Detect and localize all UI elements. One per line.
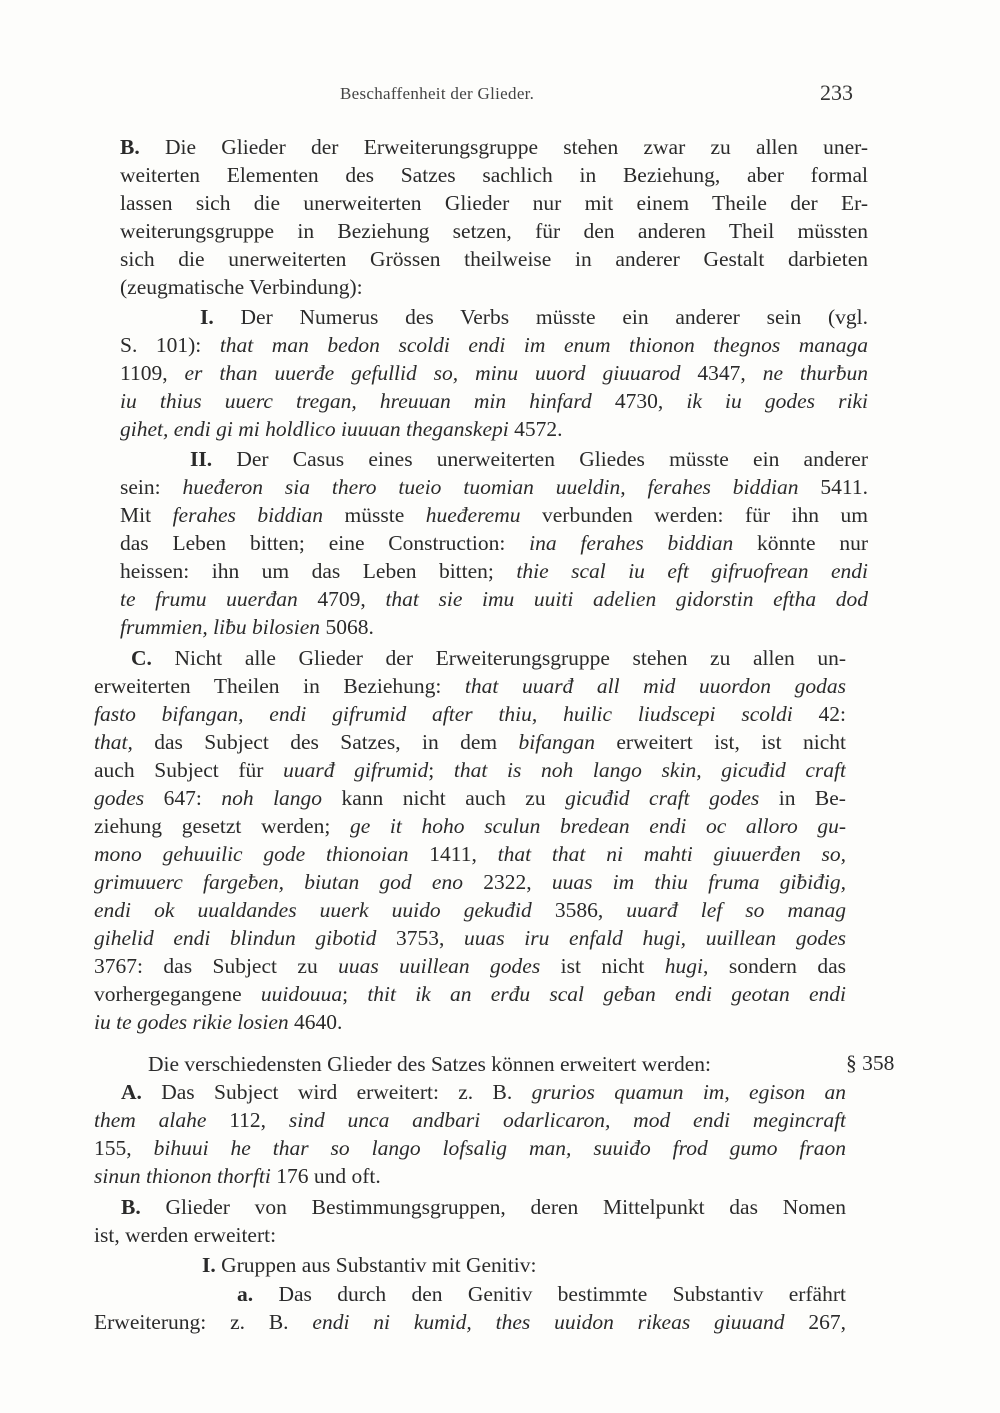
italic-quote: uuarđ lef so manag [626, 898, 846, 922]
text-line [94, 1163, 846, 1189]
section-label: B. [120, 135, 140, 159]
text-segment: 1411, [408, 842, 498, 866]
italic-quote: that sie imu uuiti adelien gidorstin eftha dod [385, 587, 868, 611]
text-segment: müsste [323, 503, 426, 527]
text-segment: Die Glieder der Erweiterungsgruppe stehen zwar zu allen uner- [139, 135, 868, 159]
text-line [94, 757, 846, 783]
text-line [120, 530, 868, 556]
italic-quote: frummien, liƀu bilosien [120, 615, 321, 639]
text-line [120, 332, 868, 358]
text-line [148, 1051, 846, 1077]
text-segment: Mit [120, 503, 173, 527]
italic-quote: godes [94, 786, 145, 810]
text-line [94, 813, 846, 839]
text-segment: ; [342, 982, 368, 1006]
text-segment: könnte nur [733, 531, 868, 555]
italic-quote: uuas iru enfald hugi, uuillean godes [464, 926, 846, 950]
section-label: B. [121, 1195, 141, 1219]
text-segment: 267, [784, 1310, 846, 1334]
text-segment: 4640. [288, 1010, 343, 1034]
text-segment: Das durch den Genitiv bestimmte Substantiv erfährt [253, 1282, 846, 1306]
italic-quote: hueđeremu [425, 503, 521, 527]
text-segment: heissen: ihn um das Leben bitten; [120, 559, 517, 583]
italic-quote: te frumu uuerđan [120, 587, 298, 611]
page-number: 233 [820, 80, 853, 105]
text-line [120, 218, 868, 244]
italic-quote: sinun thionon thorfti [94, 1164, 271, 1188]
text-segment: 155, [94, 1136, 154, 1160]
text-line [200, 304, 868, 330]
text-line [120, 360, 868, 386]
text-line [120, 558, 868, 584]
text-line [121, 1194, 846, 1220]
text-line [120, 388, 868, 414]
italic-quote: gihelid endi blindun gibotid [94, 926, 377, 950]
text-line [94, 981, 846, 1007]
text-line [94, 785, 846, 811]
italic-quote: iu thius uuerc tregan, hreuuan min hinfard [120, 389, 592, 413]
text-line [120, 416, 868, 442]
italic-quote: noh lango [221, 786, 323, 810]
text-segment: 5068. [320, 615, 374, 639]
text-segment: (zeugmatische Verbindung): [120, 275, 363, 299]
text-line [94, 1107, 846, 1133]
text-line [94, 869, 846, 895]
text-segment: auch Subject für [94, 758, 284, 782]
text-line [94, 953, 846, 979]
italic-quote: uuidouua [260, 982, 343, 1006]
text-segment: 3586, [531, 898, 627, 922]
italic-quote: thie scal iu eft gifruofrean endi [516, 559, 868, 583]
text-line [190, 446, 868, 472]
text-line [237, 1281, 846, 1307]
text-line [120, 190, 868, 216]
italic-quote: gihet, endi gi mi holdlico iuuuan theganskepi [120, 417, 509, 441]
text-segment: 1109, [120, 361, 185, 385]
text-segment: ist, werden erweitert: [94, 1223, 277, 1247]
italic-quote: iu te godes rikie losien [94, 1010, 289, 1034]
italic-quote: uuas uuillean godes [338, 954, 541, 978]
italic-quote: hueđeron sia thero tueio tuomian uueldin, ferahes biddian [182, 475, 799, 499]
section-label: I. [200, 305, 214, 329]
text-line [94, 1222, 846, 1248]
italic-quote: grimuuerc fargeƀen, biutan god eno [94, 870, 463, 894]
text-segment: Die verschiedensten Glieder des Satzes können erweitert werden: [148, 1052, 711, 1076]
text-segment: 176 und oft. [270, 1164, 381, 1188]
text-segment: das Leben bitten; eine Construction: [120, 531, 530, 555]
text-line [94, 1309, 846, 1335]
italic-quote: uuas im thiu fruma giƀiđig, [551, 870, 846, 894]
italic-quote: endi ni kumid, thes uuidon rikeas giuuand [312, 1310, 785, 1334]
section-label: II. [190, 447, 213, 471]
italic-quote: sind unca andbari odarlicaron, mod endi megincraft [288, 1108, 846, 1132]
text-segment: ziehung gesetzt werden; [94, 814, 350, 838]
text-segment: ist nicht [540, 954, 665, 978]
italic-quote: uuarđ gifrumid [283, 758, 429, 782]
text-line [94, 1135, 846, 1161]
section-label: C. [131, 646, 152, 670]
italic-quote: that man bedon scoldi endi im enum thionon thegnos managa [219, 333, 868, 357]
italic-quote: ferahes biddian [172, 503, 324, 527]
text-segment: Gruppen aus Substantiv mit Genitiv: [215, 1253, 537, 1277]
text-line [120, 246, 868, 272]
text-line [120, 614, 868, 640]
text-segment: 5411. [798, 475, 868, 499]
text-segment: 4347, [680, 361, 763, 385]
text-line [120, 474, 868, 500]
text-segment: 4572. [508, 417, 563, 441]
italic-quote: that that ni mahti giuuerđen so, [497, 842, 846, 866]
text-segment: Der Numerus des Verbs müsste ein anderer sein (vgl. [213, 305, 868, 329]
italic-quote: ne thurƀun [762, 361, 868, 385]
text-segment: Erweiterung: z. B. [94, 1310, 313, 1334]
text-segment: sich die unerweiterten Grössen theilweise in anderer Gestalt darbieten [120, 247, 868, 271]
italic-quote: hugi [664, 954, 704, 978]
text-segment: sein: [120, 475, 183, 499]
text-segment: S. 101): [120, 333, 220, 357]
text-segment: erweitert ist, ist nicht [594, 730, 846, 754]
italic-quote: ge it hoho sculun bredean endi oc alloro gu- [349, 814, 846, 838]
italic-quote: thit ik an erđu scal geƀan endi geotan endi [367, 982, 846, 1006]
text-segment: 112, [206, 1108, 289, 1132]
text-line [131, 645, 846, 671]
italic-quote: that, [94, 730, 133, 754]
text-segment: 3767: das Subject zu [94, 954, 339, 978]
italic-quote: mono gehuuilic gode thionoian [94, 842, 409, 866]
text-segment: ; [428, 758, 454, 782]
running-title: Beschaffenheit der Glieder. [340, 84, 535, 103]
text-line [94, 673, 846, 699]
italic-quote: that is noh lango skin, gicuđid craft [453, 758, 846, 782]
text-line [120, 162, 868, 188]
section-label: a. [237, 1282, 254, 1306]
text-segment: 4709, [297, 587, 386, 611]
italic-quote: ina ferahes biddian [529, 531, 734, 555]
text-segment: Der Casus eines unerweiterten Gliedes müsste ein anderer [212, 447, 868, 471]
text-segment: 4730, [591, 389, 687, 413]
section-label: I. [202, 1253, 216, 1277]
text-segment: 2322, [462, 870, 552, 894]
section-marker: § 358 [846, 1051, 895, 1075]
text-line [94, 729, 846, 755]
text-segment: vorhergegangene [94, 982, 261, 1006]
italic-quote: endi ok uualdandes uuerk uuido gekuđid [94, 898, 532, 922]
italic-quote: ik iu godes riki [686, 389, 868, 413]
italic-quote: er than uuerđe gefullid so, minu uuord giuuarod [184, 361, 681, 385]
italic-quote: fasto bifangan, endi gifrumid after thiu, huilic liudscepi scoldi [94, 702, 793, 726]
text-line [94, 897, 846, 923]
italic-quote: that uuarđ all mid uuordon godas [464, 674, 846, 698]
italic-quote: them alahe [94, 1108, 207, 1132]
text-segment: in Be- [759, 786, 846, 810]
text-line [94, 841, 846, 867]
text-segment: , sondern das [703, 954, 846, 978]
text-line [94, 701, 846, 727]
text-segment: erweiterten Theilen in Beziehung: [94, 674, 465, 698]
text-line [120, 586, 868, 612]
text-segment: verbunden werden: für ihn um [520, 503, 868, 527]
text-segment: weiterten Elementen des Satzes sachlich in Beziehung, aber formal [120, 163, 868, 187]
text-line [120, 502, 868, 528]
text-line [120, 274, 868, 300]
section-label: A. [121, 1080, 142, 1104]
text-line [202, 1252, 846, 1278]
italic-quote: bihuui he thar so lango lofsalig man, suuiđo frod gumo fraon [153, 1136, 846, 1160]
text-line [94, 1009, 846, 1035]
text-line [121, 1079, 846, 1105]
italic-quote: bifangan [518, 730, 595, 754]
text-segment: das Subject des Satzes, in dem [132, 730, 519, 754]
text-line [94, 925, 846, 951]
text-segment: 647: [144, 786, 222, 810]
text-segment: lassen sich die unerweiterten Glieder nur mit einem Theile der Er- [120, 191, 868, 215]
text-segment: Das Subject wird erweitert: z. B. [141, 1080, 532, 1104]
text-segment: Nicht alle Glieder der Erweiterungsgruppe stehen zu allen un- [151, 646, 846, 670]
text-line [120, 134, 868, 160]
text-segment: Glieder von Bestimmungsgruppen, deren Mittelpunkt das Nomen [140, 1195, 846, 1219]
italic-quote: grurios quamun im, egison an [531, 1080, 846, 1104]
text-segment: weiterungsgruppe in Beziehung setzen, für den anderen Theil müssten [120, 219, 868, 243]
text-segment: kann nicht auch zu [322, 786, 566, 810]
text-segment: 42: [792, 702, 846, 726]
italic-quote: gicuđid craft godes [565, 786, 760, 810]
text-segment: 3753, [376, 926, 465, 950]
